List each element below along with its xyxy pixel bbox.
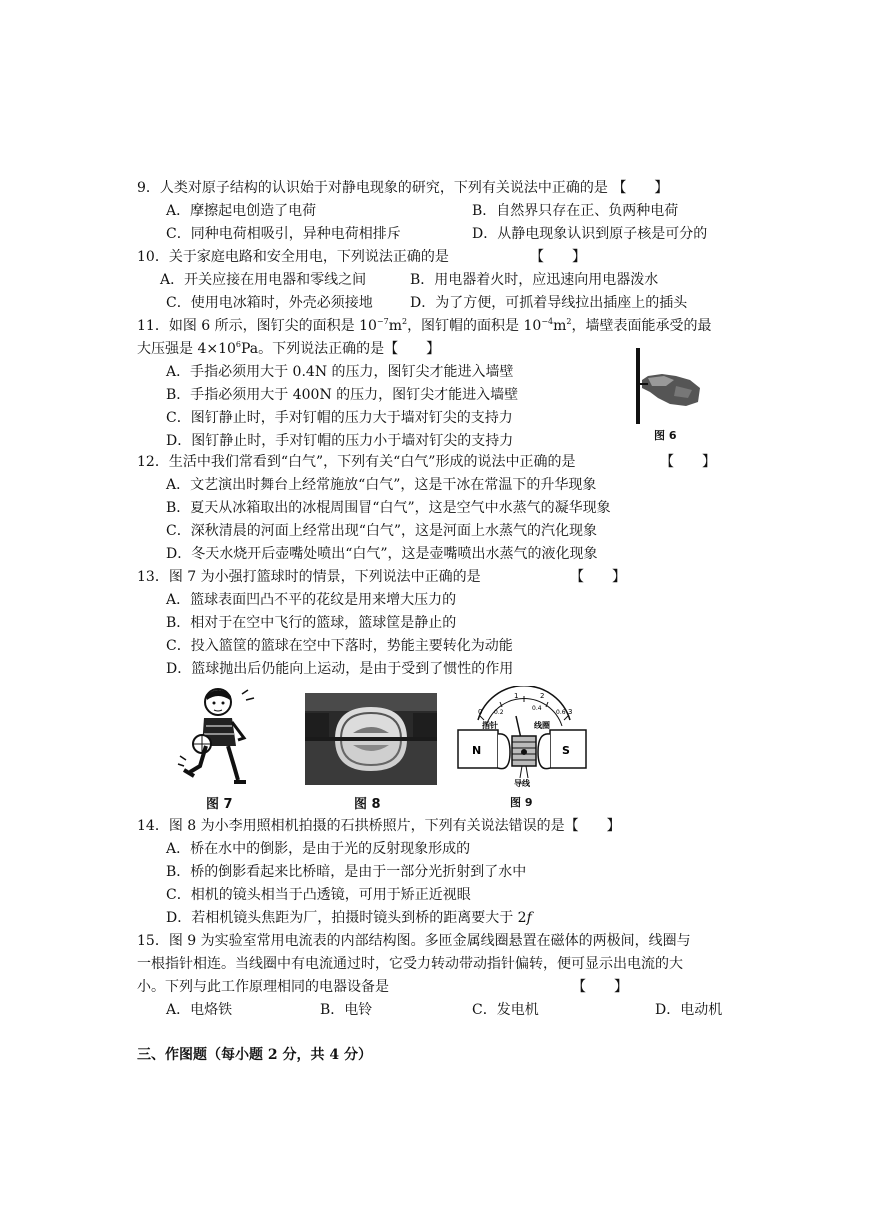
q15-option-d: D．电动机 bbox=[655, 1002, 723, 1018]
q10-option-d: D．为了方便，可抓着导线拉出插座上的插头 bbox=[410, 295, 688, 311]
meter-n-pole: N bbox=[472, 744, 482, 757]
q15-line2: 一根指针相连。当线圈中有电流通过时，它受力转动带动指针偏转，便可显示出电流的大 bbox=[137, 956, 683, 972]
q12-option-a: A．文艺演出时舞台上经常施放“白气”，这是干冰在常温下的升华现象 bbox=[166, 477, 597, 493]
meter-pointer-label: 指针 bbox=[482, 721, 498, 730]
figure-6-caption: 图 6 bbox=[654, 429, 677, 442]
q13-option-c: C．投入篮筐的篮球在空中下落时，势能主要转化为动能 bbox=[166, 638, 513, 654]
figure-8-image bbox=[305, 693, 437, 785]
q15-option-b: B．电铃 bbox=[320, 1002, 373, 1018]
meter-scale-bottom-1: 0.2 bbox=[494, 709, 504, 716]
q11-option-c: C．图钉静止时，手对钉帽的压力大于墙对钉尖的支持力 bbox=[166, 410, 513, 426]
meter-coil-label: 线圈 bbox=[534, 721, 550, 730]
q11-option-d: D．图钉静止时，手对钉帽的压力小于墙对钉尖的支持力 bbox=[166, 433, 514, 449]
q14-stem: 14．图 8 为小李用照相机拍摄的石拱桥照片，下列有关说法错误的是【 】 bbox=[137, 818, 621, 834]
q9-option-d: D．从静电现象认识到原子核是可分的 bbox=[472, 226, 708, 242]
q14-option-a: A．桥在水中的倒影，是由于光的反射现象形成的 bbox=[166, 841, 471, 857]
q9-option-b: B．自然界只存在正、负两种电荷 bbox=[472, 203, 679, 219]
figure-6-image bbox=[628, 346, 708, 426]
meter-scale-top-1: 1 bbox=[514, 692, 519, 700]
meter-scale-bottom-3: 0.6 bbox=[556, 709, 566, 716]
q10-option-b: B．用电器着火时，应迅速向用电器泼水 bbox=[410, 272, 659, 288]
q15-option-c: C．发电机 bbox=[472, 1002, 539, 1018]
q9-option-c: C．同种电荷相吸引，异种电荷相排斥 bbox=[166, 226, 401, 242]
q11-stem-line1: 11．如图 6 所示，图钉尖的面积是 $10^{-7}m^2$，图钉帽的面积是 $10^{-4}m^2$，墙壁表面能承受的最 bbox=[137, 317, 712, 334]
q15-line3: 小。下列与此工作原理相同的电器设备是 bbox=[137, 979, 389, 995]
q13-option-a: A．篮球表面凹凸不平的花纹是用来增大压力的 bbox=[166, 592, 457, 608]
q14-option-b: B．桥的倒影看起来比桥暗，是由于一部分光折射到了水中 bbox=[166, 864, 527, 880]
q13-stem: 13．图 7 为小强打篮球时的情景，下列说法中正确的是 bbox=[137, 569, 481, 585]
meter-s-pole: S bbox=[562, 744, 570, 757]
q13-option-b: B．相对于在空中飞行的篮球，篮球筐是静止的 bbox=[166, 615, 457, 631]
figure-9-caption: 图 9 bbox=[510, 796, 533, 809]
q15-bracket: 【 】 bbox=[572, 979, 628, 995]
q12-stem: 12．生活中我们常看到“白气”，下列有关“白气”形成的说法中正确的是 bbox=[137, 454, 576, 470]
figure-7-image bbox=[176, 686, 260, 790]
q15-line1: 15．图 9 为实验室常用电流表的内部结构图。多匝金属线圈悬置在磁体的两极间，线圈与 bbox=[137, 933, 691, 949]
q14-option-c: C．相机的镜头相当于凸透镜，可用于矫正近视眼 bbox=[166, 887, 471, 903]
figure-8-caption: 图 8 bbox=[354, 797, 381, 812]
q10-option-a: A．开关应接在用电器和零线之间 bbox=[160, 272, 367, 288]
q12-option-d: D．冬天水烧开后壶嘴处喷出“白气”，这是壶嘴喷出水蒸气的液化现象 bbox=[166, 546, 598, 562]
figure-9-image bbox=[456, 686, 588, 788]
q10-option-c: C．使用电冰箱时，外壳必须接地 bbox=[166, 295, 373, 311]
q9-stem: 9．人类对原子结构的认识始于对静电现象的研究，下列有关说法中正确的是 【 】 bbox=[137, 180, 669, 196]
q12-bracket: 【 】 bbox=[660, 454, 716, 470]
meter-scale-top-3: 3 bbox=[568, 708, 573, 716]
q14-option-d: D．若相机镜头焦距为厂，拍摄时镜头到桥的距离要大于 2f bbox=[166, 910, 532, 926]
section-3-heading: 三、作图题（每小题 2 分，共 4 分） bbox=[137, 1047, 372, 1063]
q15-option-a: A．电烙铁 bbox=[166, 1002, 233, 1018]
meter-wire-label: 导线 bbox=[514, 779, 530, 788]
q12-option-b: B．夏天从冰箱取出的冰棍周围冒“白气”，这是空气中水蒸气的凝华现象 bbox=[166, 500, 611, 516]
meter-scale-bottom-2: 0.4 bbox=[532, 705, 542, 712]
q11-option-b: B．手指必须用大于 400N 的压力，图钉尖才能进入墙壁 bbox=[166, 387, 519, 403]
figure-7-caption: 图 7 bbox=[206, 797, 233, 812]
q12-option-c: C．深秋清晨的河面上经常出现“白气”，这是河面上水蒸气的汽化现象 bbox=[166, 523, 598, 539]
meter-scale-top-2: 2 bbox=[540, 692, 545, 700]
q13-bracket: 【 】 bbox=[570, 569, 626, 585]
q10-stem: 10．关于家庭电路和安全用电，下列说法正确的是 bbox=[137, 249, 449, 265]
meter-scale-top-0: 0 bbox=[478, 708, 483, 716]
q10-bracket: 【 】 bbox=[530, 249, 586, 265]
q13-option-d: D．篮球抛出后仍能向上运动，是由于受到了惯性的作用 bbox=[166, 661, 514, 677]
q9-option-a: A．摩擦起电创造了电荷 bbox=[166, 203, 317, 219]
q11-option-a: A．手指必须用大于 0.4N 的压力，图钉尖才能进入墙壁 bbox=[166, 364, 514, 380]
q11-stem-line2: 大压强是 $4\times 10^6Pa$。下列说法正确的是【 】 bbox=[137, 340, 441, 357]
